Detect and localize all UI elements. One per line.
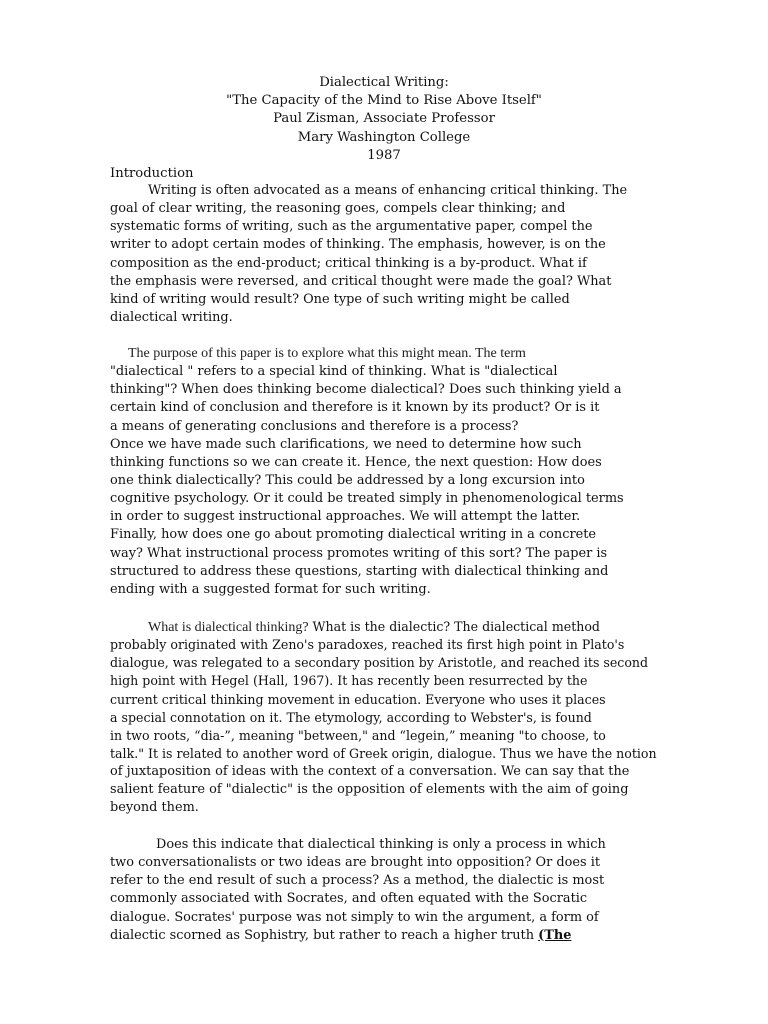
text-line: cognitive psychology. Or it could be treated simply in phenomenological terms	[110, 491, 624, 507]
text-line: in order to suggest instructional approaches. We will attempt the latter.	[110, 509, 581, 525]
text-line: salient feature of "dialectic" is the opposition of elements with the aim of going	[110, 782, 629, 798]
text-line: kind of writing would result? One type of such writing might be called	[110, 291, 570, 307]
text-line: dialectical writing.	[110, 309, 233, 325]
text-line: composition as the end-product; critical thinking is a by-product. What if	[110, 255, 587, 271]
text-line: systematic forms of writing, such as the argumentative paper, compel the	[110, 219, 593, 235]
text-line: one think dialectically? This could be addressed by a long excursion into	[110, 472, 585, 488]
paragraph-4	[110, 836, 606, 945]
text-line: structured to address these questions, starting with dialectical thinking and	[110, 563, 609, 579]
text-line: Writing is often advocated as a means of enhancing critical thinking. The	[148, 183, 628, 198]
text-line: of juxtaposition of ideas with the context of a conversation. We can say that the	[110, 764, 630, 780]
text-line	[110, 618, 657, 636]
text-line: probably originated with Zeno's paradoxes, reached its first high point in Plato's	[110, 637, 625, 653]
section-heading-introduction: Introduction	[110, 166, 194, 181]
text-line: current critical thinking movement in education. Everyone who uses it places	[110, 691, 606, 707]
text-segment: dialectic scorned as Sophistry, but rather to reach a higher truth	[110, 927, 539, 943]
lead-rest: What is the dialectic? The dialectical method	[308, 619, 600, 634]
institution-line: Mary Washington College	[297, 129, 471, 145]
text-line: thinking"? When does thinking become dialectical? Does such thinking yield a	[110, 382, 622, 398]
document-subtitle: "The Capacity of the Mind to Rise Above Itself"	[226, 93, 542, 109]
text-line: dialogue, was relegated to a secondary position by Aristotle, and reached its second	[110, 655, 649, 671]
paragraph-2	[110, 345, 624, 599]
citation-link[interactable]: (The	[538, 927, 572, 943]
text-line: beyond them.	[110, 800, 199, 816]
text-line: Finally, how does one go about promoting dialectical writing in a concrete	[110, 527, 597, 543]
text-line: in two roots, “dia-”, meaning "between," and “legein,” meaning "to choose, to	[110, 727, 606, 743]
text-line: goal of clear writing, the reasoning goes, compels clear thinking; and	[110, 201, 566, 217]
text-line: Does this indicate that dialectical thinking is only a process in which	[156, 837, 606, 852]
text-line: Once we have made such clarifications, we need to determine how such	[110, 436, 582, 452]
text-line: two conversationalists or two ideas are brought into opposition? Or does it	[110, 855, 600, 871]
text-line: The purpose of this paper is to explore what this might mean. The term	[128, 346, 526, 361]
text-line: a special connotation on it. The etymology, according to Webster's, is found	[110, 709, 592, 725]
text-line: a means of generating conclusions and therefore is a process?	[110, 418, 519, 434]
lead-phrase: What is dialectical thinking?	[148, 620, 309, 635]
text-line: way? What instructional process promotes writing of this sort? The paper is	[110, 545, 608, 561]
text-line: commonly associated with Socrates, and often equated with the Socratic	[110, 891, 588, 907]
text-line: the emphasis were reversed, and critical thought were made the goal? What	[110, 273, 612, 289]
text-line: ending with a suggested format for such writing.	[110, 581, 431, 597]
text-line: writer to adopt certain modes of thinking. The emphasis, however, is on the	[110, 237, 606, 253]
document-header	[0, 74, 768, 165]
author-line: Paul Zisman, Associate Professor	[273, 111, 495, 127]
text-line: "dialectical " refers to a special kind of thinking. What is "dialectical	[110, 364, 558, 380]
paragraph-1	[110, 182, 627, 327]
paragraph-3	[110, 618, 657, 818]
text-line: refer to the end result of such a process? As a method, the dialectic is most	[110, 873, 605, 889]
text-line: high point with Hegel (Hall, 1967). It has recently been resurrected by the	[110, 673, 588, 689]
text-line: thinking functions so we can create it. Hence, the next question: How does	[110, 454, 602, 470]
text-line: certain kind of conclusion and therefore is it known by its product? Or is it	[110, 400, 600, 416]
year-line: 1987	[367, 147, 401, 163]
text-line: dialogue. Socrates' purpose was not simply to win the argument, a form of	[110, 909, 599, 925]
document-title: Dialectical Writing:	[319, 75, 449, 90]
text-line: talk." It is related to another word of Greek origin, dialogue. Thus we have the notion	[110, 745, 657, 761]
text-line	[110, 927, 606, 945]
